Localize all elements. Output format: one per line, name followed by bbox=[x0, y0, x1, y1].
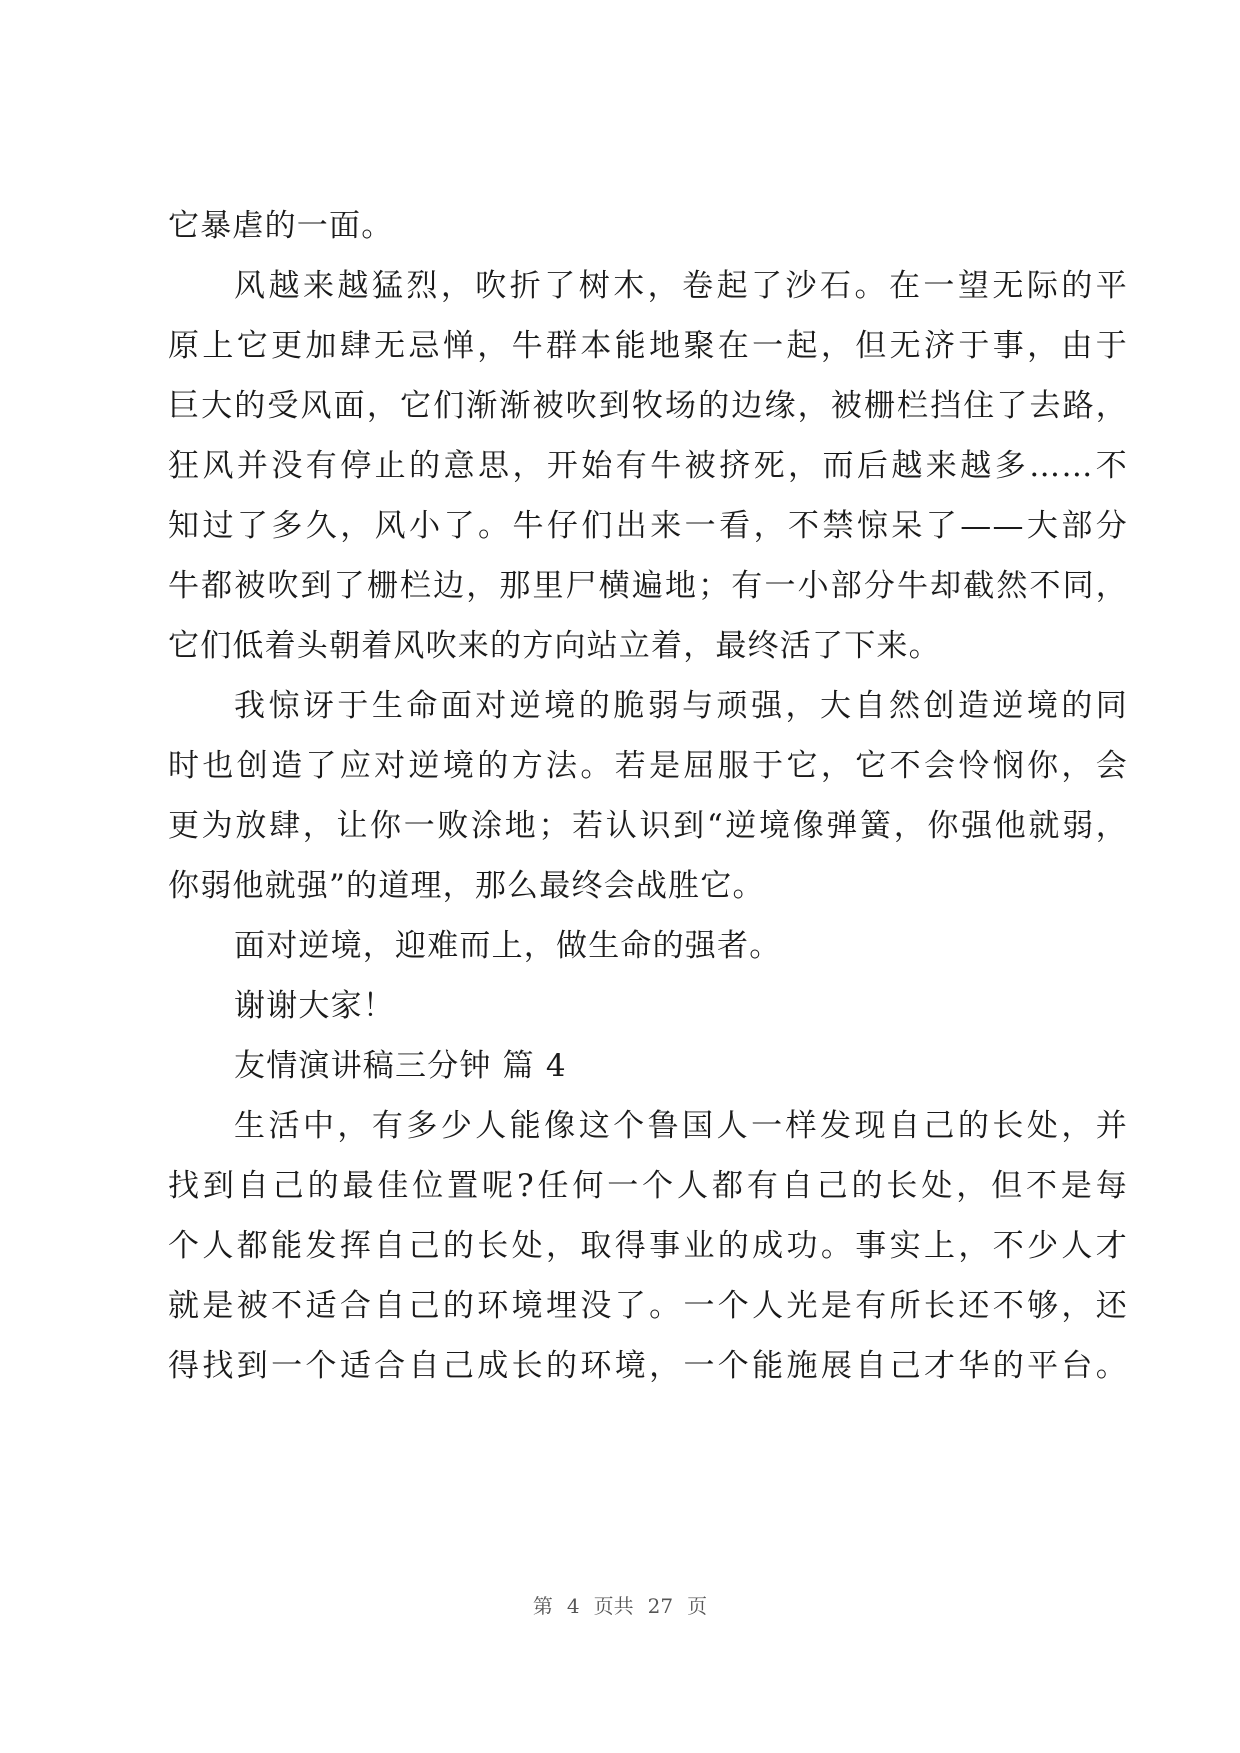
text-line: 时也创造了应对逆境的方法。若是屈服于它，它不会怜悯你，会 bbox=[168, 748, 1128, 784]
text-line: 就是被不适合自己的环境埋没了。一个人光是有所长还不够，还 bbox=[168, 1288, 1128, 1324]
text-line: 更为放肆，让你一败涂地；若认识到“逆境像弹簧，你强他就弱， bbox=[168, 808, 1128, 844]
text-line: 你弱他就强”的道理，那么最终会战胜它。 bbox=[168, 868, 765, 904]
text-line: 原上它更加肆无忌惮，牛群本能地聚在一起，但无济于事，由于 bbox=[168, 328, 1128, 364]
footer-current-page: 4 bbox=[566, 1594, 580, 1618]
text-line: 得找到一个适合自己成长的环境，一个能施展自己才华的平台。 bbox=[168, 1348, 1128, 1384]
page-footer bbox=[0, 1592, 1240, 1620]
text-line: 面对逆境，迎难而上，做生命的强者。 bbox=[234, 928, 782, 964]
text-line: 个人都能发挥自己的长处，取得事业的成功。事实上，不少人才 bbox=[168, 1228, 1128, 1264]
text-line: 知过了多久，风小了。牛仔们出来一看，不禁惊呆了——大部分 bbox=[168, 508, 1128, 544]
text-line: 谢谢大家！ bbox=[234, 988, 395, 1024]
text-line: 狂风并没有停止的意思，开始有牛被挤死，而后越来越多……不 bbox=[168, 448, 1128, 484]
text-line: 我惊讶于生命面对逆境的脆弱与顽强，大自然创造逆境的同 bbox=[234, 688, 1128, 724]
text-line: 生活中，有多少人能像这个鲁国人一样发现自己的长处，并 bbox=[234, 1108, 1128, 1144]
footer-prefix: 第 bbox=[532, 1594, 553, 1618]
text-line: 它暴虐的一面。 bbox=[168, 208, 394, 244]
text-line: 牛都被吹到了栅栏边，那里尸横遍地；有一小部分牛却截然不同， bbox=[168, 568, 1128, 604]
text-line: 找到自己的最佳位置呢?任何一个人都有自己的长处，但不是每 bbox=[168, 1168, 1128, 1204]
text-line: 风越来越猛烈，吹折了树木，卷起了沙石。在一望无际的平 bbox=[234, 268, 1128, 304]
footer-middle: 页共 bbox=[593, 1594, 634, 1618]
footer-suffix: 页 bbox=[687, 1594, 708, 1618]
footer-total-pages: 27 bbox=[647, 1594, 674, 1618]
text-line: 它们低着头朝着风吹来的方向站立着，最终活了下来。 bbox=[168, 628, 941, 664]
text-line: 巨大的受风面，它们渐渐被吹到牧场的边缘，被栅栏挡住了去路， bbox=[168, 388, 1128, 424]
section-heading: 友情演讲稿三分钟 篇 4 bbox=[234, 1048, 567, 1084]
